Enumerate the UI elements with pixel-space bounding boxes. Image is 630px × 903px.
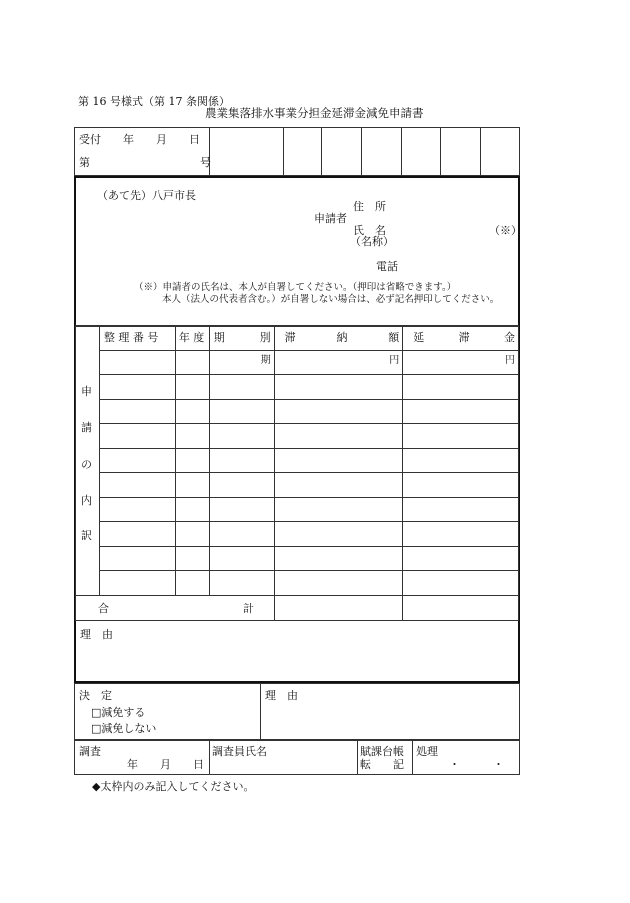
ledger-cell (358, 741, 413, 775)
table-row (76, 449, 519, 473)
total-right: 計 (243, 602, 254, 615)
table-row (76, 498, 519, 522)
table-row (76, 547, 519, 571)
applicant-phone-label: 電話 (376, 260, 398, 273)
processing-dot-1: ・ (449, 758, 460, 771)
side-label-1: 申 (81, 385, 92, 398)
header-ref-no (99, 327, 175, 351)
table-row (76, 351, 519, 375)
footer-note: ◆太枠内のみ記入してください。 (92, 780, 255, 793)
survey-label: 調査 (79, 745, 101, 758)
header-late-b: 滞 (458, 331, 470, 344)
option-not-exempt[interactable]: □減免しない (91, 722, 157, 735)
header-year-text: 年 度 (178, 331, 205, 344)
side-label-5: 訳 (81, 529, 92, 542)
side-label-4: 内 (81, 494, 92, 507)
decision-label: 決 定 (79, 689, 112, 702)
form-number: 第 16 号様式（第 17 条関係） (78, 95, 230, 108)
table-row (76, 522, 519, 547)
unit-term: 期 (209, 351, 274, 375)
survey-table (74, 740, 520, 775)
table-row (76, 375, 519, 400)
applicant-name-label: 氏 名 (353, 224, 386, 237)
table-row (76, 424, 519, 449)
applicant-name-sub: （名称） (350, 235, 394, 248)
unit-yen: 円 (274, 351, 403, 375)
ledger-label-a: 賦課台帳 (360, 745, 404, 758)
table-row (76, 400, 519, 424)
receipt-number: 第 号 (79, 156, 211, 169)
processing-cell (413, 741, 520, 775)
addressee: （あて先）八戸市長 (97, 189, 196, 202)
header-late-a: 延 (413, 331, 425, 344)
total-left: 合 (98, 602, 109, 615)
total-row (76, 596, 519, 621)
header-term (209, 327, 274, 351)
total-label-cell (76, 596, 275, 621)
unit-yen-late: 円 (403, 351, 519, 375)
form-title: 農業集落排水事業分担金延滞金減免申請書 (205, 106, 424, 120)
side-label-3: の (81, 458, 92, 471)
decision-reason-label: 理 由 (265, 689, 298, 702)
option-exempt[interactable]: □減免する (91, 706, 146, 719)
ledger-label-b: 転 記 (360, 758, 404, 771)
table-row (76, 473, 519, 498)
survey-date: 年 月 日 (127, 758, 204, 771)
header-overdue-a: 滞 (284, 331, 296, 344)
header-overdue-b: 納 (336, 331, 348, 344)
receipt-cell (75, 128, 210, 176)
header-year (175, 327, 209, 351)
processing-label: 処理 (416, 745, 438, 758)
note-line-2: 本人（法人の代表者含む。）が自署しない場合は、必ず記名押印してください。 (162, 294, 500, 305)
decision-reason-cell (261, 684, 520, 740)
detail-table (75, 326, 519, 621)
header-term-b: 別 (259, 331, 271, 344)
survey-cell (75, 741, 210, 775)
investigator-cell (210, 741, 358, 775)
header-ref-no-text: 整 理 番 号 (103, 331, 159, 344)
header-term-a: 期 (213, 331, 225, 344)
total-overdue (274, 596, 403, 621)
receipt-date: 受付 年 月 日 (79, 133, 200, 146)
applicant-note-mark: （※） (489, 224, 522, 237)
decision-cell (75, 684, 261, 740)
applicant-label: 申請者 (314, 212, 347, 225)
header-overdue (274, 327, 403, 351)
applicant-address-label: 住 所 (353, 200, 386, 213)
note-line-1: （※）申請者の氏名は、本人が自署してください。（押印は省略できます。） (134, 282, 457, 293)
side-label-2: 請 (81, 421, 92, 434)
reason-label: 理 由 (80, 628, 113, 641)
table-row (76, 571, 519, 596)
header-late-c: 金 (503, 331, 515, 344)
side-label-cell (76, 327, 100, 596)
investigator-label: 調査員氏名 (212, 745, 267, 758)
header-overdue-c: 額 (388, 331, 400, 344)
decision-table (74, 683, 520, 740)
header-late-fee (403, 327, 519, 351)
processing-dot-2: ・ (493, 758, 504, 771)
total-late-fee (403, 596, 519, 621)
receipt-table (74, 127, 520, 176)
